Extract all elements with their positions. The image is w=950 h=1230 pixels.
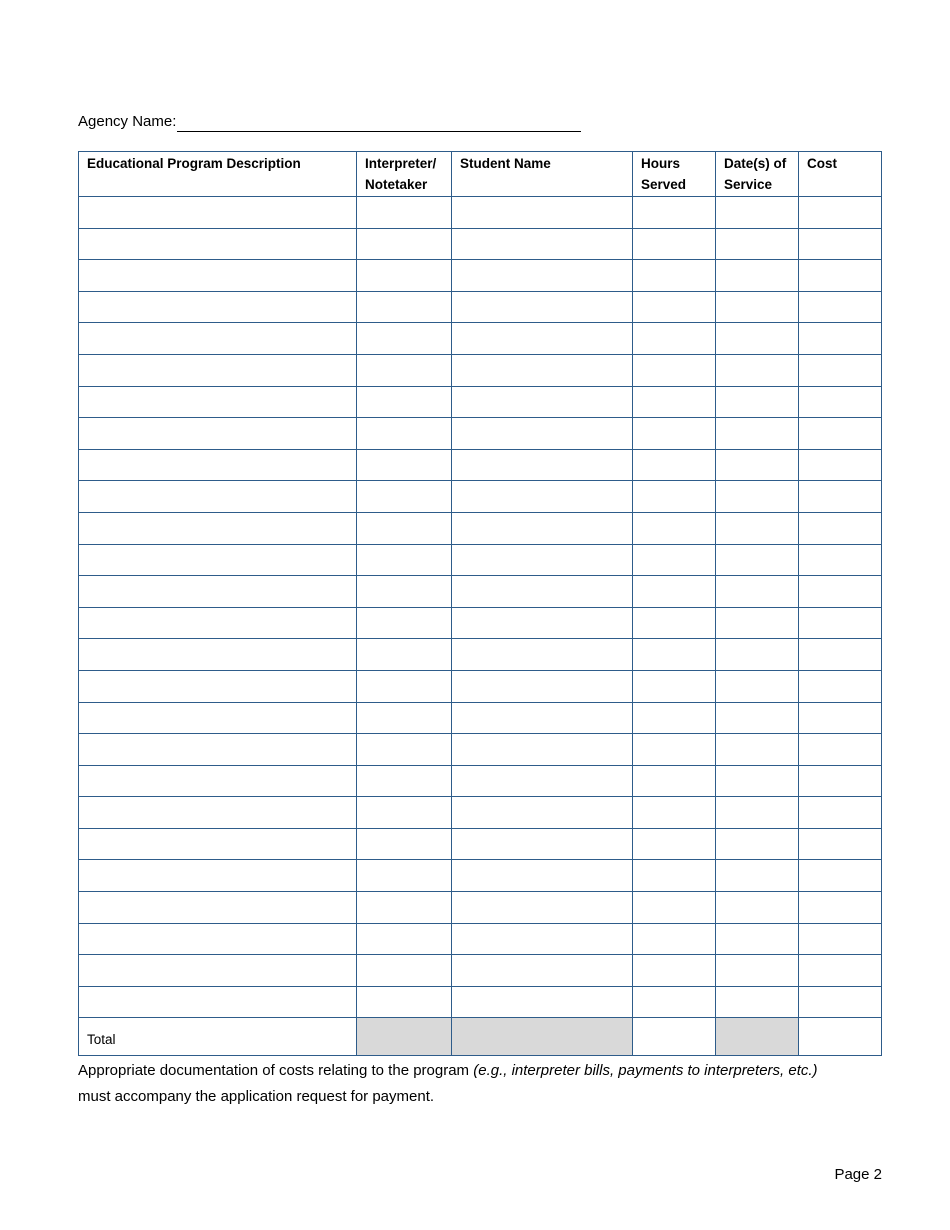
cell-hours-served[interactable] <box>633 323 716 355</box>
cell-student-name[interactable] <box>452 797 633 829</box>
table-row <box>79 291 882 323</box>
table-row <box>79 512 882 544</box>
cell-interpreter[interactable] <box>357 576 452 608</box>
table-row <box>79 734 882 766</box>
cell-dates-of-service[interactable] <box>716 291 799 323</box>
cell-cost[interactable] <box>799 260 882 292</box>
cell-student-name[interactable] <box>452 734 633 766</box>
cell-cost[interactable] <box>799 354 882 386</box>
cell-dates-of-service[interactable] <box>716 512 799 544</box>
cell-cost[interactable] <box>799 860 882 892</box>
cell-cost[interactable] <box>799 797 882 829</box>
cell-description[interactable] <box>79 670 357 702</box>
cell-interpreter[interactable] <box>357 670 452 702</box>
table-row <box>79 639 882 671</box>
cell-student-name[interactable] <box>452 512 633 544</box>
cell-dates-of-service[interactable] <box>716 670 799 702</box>
cell-interpreter[interactable] <box>357 228 452 260</box>
cell-description[interactable] <box>79 860 357 892</box>
cell-interpreter[interactable] <box>357 197 452 229</box>
cell-description[interactable] <box>79 734 357 766</box>
cell-hours-served[interactable] <box>633 544 716 576</box>
cell-cost[interactable] <box>799 544 882 576</box>
cell-description[interactable] <box>79 765 357 797</box>
cell-hours-served[interactable] <box>633 449 716 481</box>
cell-interpreter[interactable] <box>357 354 452 386</box>
cell-cost[interactable] <box>799 197 882 229</box>
cell-student-name[interactable] <box>452 386 633 418</box>
cell-cost[interactable] <box>799 670 882 702</box>
cell-interpreter[interactable] <box>357 702 452 734</box>
cell-student-name[interactable] <box>452 955 633 987</box>
cell-description[interactable] <box>79 892 357 924</box>
table-row <box>79 197 882 229</box>
cell-interpreter[interactable] <box>357 481 452 513</box>
cell-cost[interactable] <box>799 734 882 766</box>
total-hours-cell[interactable] <box>633 1018 716 1056</box>
cell-student-name[interactable] <box>452 197 633 229</box>
cell-hours-served[interactable] <box>633 828 716 860</box>
cell-dates-of-service[interactable] <box>716 955 799 987</box>
cell-hours-served[interactable] <box>633 512 716 544</box>
cell-dates-of-service[interactable] <box>716 544 799 576</box>
cell-hours-served[interactable] <box>633 354 716 386</box>
cell-description[interactable] <box>79 512 357 544</box>
cell-cost[interactable] <box>799 923 882 955</box>
header-hours-served: Hours Served <box>633 152 716 197</box>
cell-cost[interactable] <box>799 481 882 513</box>
cell-student-name[interactable] <box>452 323 633 355</box>
cell-description[interactable] <box>79 291 357 323</box>
cell-cost[interactable] <box>799 828 882 860</box>
cell-hours-served[interactable] <box>633 734 716 766</box>
table-row <box>79 544 882 576</box>
cell-cost[interactable] <box>799 512 882 544</box>
table-row <box>79 670 882 702</box>
cell-dates-of-service[interactable] <box>716 576 799 608</box>
cell-cost[interactable] <box>799 291 882 323</box>
cell-interpreter[interactable] <box>357 986 452 1018</box>
table-row <box>79 418 882 450</box>
cell-interpreter[interactable] <box>357 607 452 639</box>
cell-interpreter[interactable] <box>357 892 452 924</box>
table-body <box>79 197 882 1056</box>
total-interpreter-cell-shaded <box>357 1018 452 1056</box>
cell-dates-of-service[interactable] <box>716 228 799 260</box>
cell-student-name[interactable] <box>452 860 633 892</box>
header-description: Educational Program Description <box>79 152 357 197</box>
cell-student-name[interactable] <box>452 354 633 386</box>
table-row <box>79 955 882 987</box>
cell-interpreter[interactable] <box>357 860 452 892</box>
cell-hours-served[interactable] <box>633 197 716 229</box>
table-row <box>79 892 882 924</box>
cell-student-name[interactable] <box>452 702 633 734</box>
cell-description[interactable] <box>79 323 357 355</box>
cell-dates-of-service[interactable] <box>716 607 799 639</box>
cell-description[interactable] <box>79 986 357 1018</box>
cell-student-name[interactable] <box>452 765 633 797</box>
cell-cost[interactable] <box>799 607 882 639</box>
cell-interpreter[interactable] <box>357 260 452 292</box>
cell-interpreter[interactable] <box>357 418 452 450</box>
cell-description[interactable] <box>79 228 357 260</box>
table-row <box>79 260 882 292</box>
cell-dates-of-service[interactable] <box>716 892 799 924</box>
table-row <box>79 860 882 892</box>
cell-student-name[interactable] <box>452 418 633 450</box>
table-row <box>79 923 882 955</box>
cell-description[interactable] <box>79 481 357 513</box>
cell-hours-served[interactable] <box>633 986 716 1018</box>
table-row <box>79 986 882 1018</box>
table-row <box>79 386 882 418</box>
cell-description[interactable] <box>79 607 357 639</box>
cell-hours-served[interactable] <box>633 481 716 513</box>
cell-dates-of-service[interactable] <box>716 702 799 734</box>
cell-hours-served[interactable] <box>633 260 716 292</box>
cell-cost[interactable] <box>799 323 882 355</box>
cell-description[interactable] <box>79 923 357 955</box>
cell-student-name[interactable] <box>452 228 633 260</box>
header-interpreter: Interpreter/ Notetaker <box>357 152 452 197</box>
note-text-part2: must accompany the application request for payment. <box>78 1088 435 1105</box>
cell-interpreter[interactable] <box>357 544 452 576</box>
cell-interpreter[interactable] <box>357 923 452 955</box>
cell-student-name[interactable] <box>452 260 633 292</box>
cell-student-name[interactable] <box>452 481 633 513</box>
documentation-note <box>78 1058 878 1110</box>
cell-cost[interactable] <box>799 955 882 987</box>
cell-description[interactable] <box>79 576 357 608</box>
cell-dates-of-service[interactable] <box>716 354 799 386</box>
cell-dates-of-service[interactable] <box>716 765 799 797</box>
cell-description[interactable] <box>79 639 357 671</box>
cell-hours-served[interactable] <box>633 670 716 702</box>
cell-cost[interactable] <box>799 228 882 260</box>
cell-cost[interactable] <box>799 702 882 734</box>
total-cost-cell[interactable] <box>799 1018 882 1056</box>
cell-interpreter[interactable] <box>357 291 452 323</box>
cell-hours-served[interactable] <box>633 418 716 450</box>
cell-hours-served[interactable] <box>633 639 716 671</box>
cell-interpreter[interactable] <box>357 797 452 829</box>
cell-dates-of-service[interactable] <box>716 481 799 513</box>
table-row <box>79 765 882 797</box>
cell-hours-served[interactable] <box>633 797 716 829</box>
table-header-row <box>79 152 882 197</box>
cell-student-name[interactable] <box>452 449 633 481</box>
cell-dates-of-service[interactable] <box>716 418 799 450</box>
agency-name-field <box>78 112 581 132</box>
cell-cost[interactable] <box>799 986 882 1018</box>
cell-hours-served[interactable] <box>633 386 716 418</box>
table-row <box>79 354 882 386</box>
note-text-italic: (e.g., interpreter bills, payments to interpreters, etc.) <box>473 1062 818 1079</box>
cell-student-name[interactable] <box>452 544 633 576</box>
note-text-part1: Appropriate documentation of costs relating to the program <box>78 1062 474 1079</box>
cell-student-name[interactable] <box>452 576 633 608</box>
cell-interpreter[interactable] <box>357 639 452 671</box>
cell-dates-of-service[interactable] <box>716 260 799 292</box>
cell-description[interactable] <box>79 197 357 229</box>
cell-description[interactable] <box>79 544 357 576</box>
total-row <box>79 1018 882 1056</box>
cell-student-name[interactable] <box>452 828 633 860</box>
total-dates-cell-shaded <box>716 1018 799 1056</box>
table-row <box>79 828 882 860</box>
page-number: Page 2 <box>834 1166 882 1183</box>
agency-name-label: Agency Name: <box>78 113 177 130</box>
cell-dates-of-service[interactable] <box>716 323 799 355</box>
cell-description[interactable] <box>79 418 357 450</box>
table-row <box>79 702 882 734</box>
cell-student-name[interactable] <box>452 892 633 924</box>
table-row <box>79 607 882 639</box>
cell-dates-of-service[interactable] <box>716 860 799 892</box>
header-dates-of-service: Date(s) of Service <box>716 152 799 197</box>
cell-description[interactable] <box>79 702 357 734</box>
cell-hours-served[interactable] <box>633 860 716 892</box>
table-row <box>79 481 882 513</box>
cell-dates-of-service[interactable] <box>716 639 799 671</box>
cell-description[interactable] <box>79 260 357 292</box>
total-student-cell-shaded <box>452 1018 633 1056</box>
cell-hours-served[interactable] <box>633 955 716 987</box>
cell-student-name[interactable] <box>452 291 633 323</box>
cell-student-name[interactable] <box>452 670 633 702</box>
cell-interpreter[interactable] <box>357 323 452 355</box>
cell-cost[interactable] <box>799 892 882 924</box>
cell-interpreter[interactable] <box>357 512 452 544</box>
agency-name-input-line[interactable] <box>177 113 581 132</box>
header-student-name: Student Name <box>452 152 633 197</box>
cell-description[interactable] <box>79 828 357 860</box>
cell-dates-of-service[interactable] <box>716 986 799 1018</box>
cell-interpreter[interactable] <box>357 765 452 797</box>
cell-student-name[interactable] <box>452 923 633 955</box>
cell-interpreter[interactable] <box>357 449 452 481</box>
cell-description[interactable] <box>79 354 357 386</box>
cell-dates-of-service[interactable] <box>716 734 799 766</box>
cell-dates-of-service[interactable] <box>716 197 799 229</box>
cell-hours-served[interactable] <box>633 702 716 734</box>
cell-cost[interactable] <box>799 386 882 418</box>
table-row <box>79 797 882 829</box>
cell-hours-served[interactable] <box>633 765 716 797</box>
cell-cost[interactable] <box>799 449 882 481</box>
cell-interpreter[interactable] <box>357 386 452 418</box>
table-row <box>79 323 882 355</box>
cell-dates-of-service[interactable] <box>716 828 799 860</box>
cell-cost[interactable] <box>799 639 882 671</box>
total-label-cell: Total <box>79 1018 357 1056</box>
cell-cost[interactable] <box>799 576 882 608</box>
cell-student-name[interactable] <box>452 986 633 1018</box>
cell-description[interactable] <box>79 955 357 987</box>
cell-dates-of-service[interactable] <box>716 449 799 481</box>
cell-description[interactable] <box>79 386 357 418</box>
cell-student-name[interactable] <box>452 607 633 639</box>
cell-hours-served[interactable] <box>633 892 716 924</box>
cell-dates-of-service[interactable] <box>716 386 799 418</box>
cell-hours-served[interactable] <box>633 228 716 260</box>
table-row <box>79 228 882 260</box>
cell-interpreter[interactable] <box>357 828 452 860</box>
cell-hours-served[interactable] <box>633 607 716 639</box>
cell-description[interactable] <box>79 449 357 481</box>
cell-dates-of-service[interactable] <box>716 797 799 829</box>
cell-interpreter[interactable] <box>357 955 452 987</box>
cell-dates-of-service[interactable] <box>716 923 799 955</box>
cell-hours-served[interactable] <box>633 291 716 323</box>
cell-hours-served[interactable] <box>633 923 716 955</box>
header-cost: Cost <box>799 152 882 197</box>
cell-interpreter[interactable] <box>357 734 452 766</box>
table-row <box>79 449 882 481</box>
program-cost-table <box>78 151 882 1056</box>
cell-cost[interactable] <box>799 418 882 450</box>
cell-student-name[interactable] <box>452 639 633 671</box>
cell-cost[interactable] <box>799 765 882 797</box>
table-row <box>79 576 882 608</box>
cell-hours-served[interactable] <box>633 576 716 608</box>
cell-description[interactable] <box>79 797 357 829</box>
